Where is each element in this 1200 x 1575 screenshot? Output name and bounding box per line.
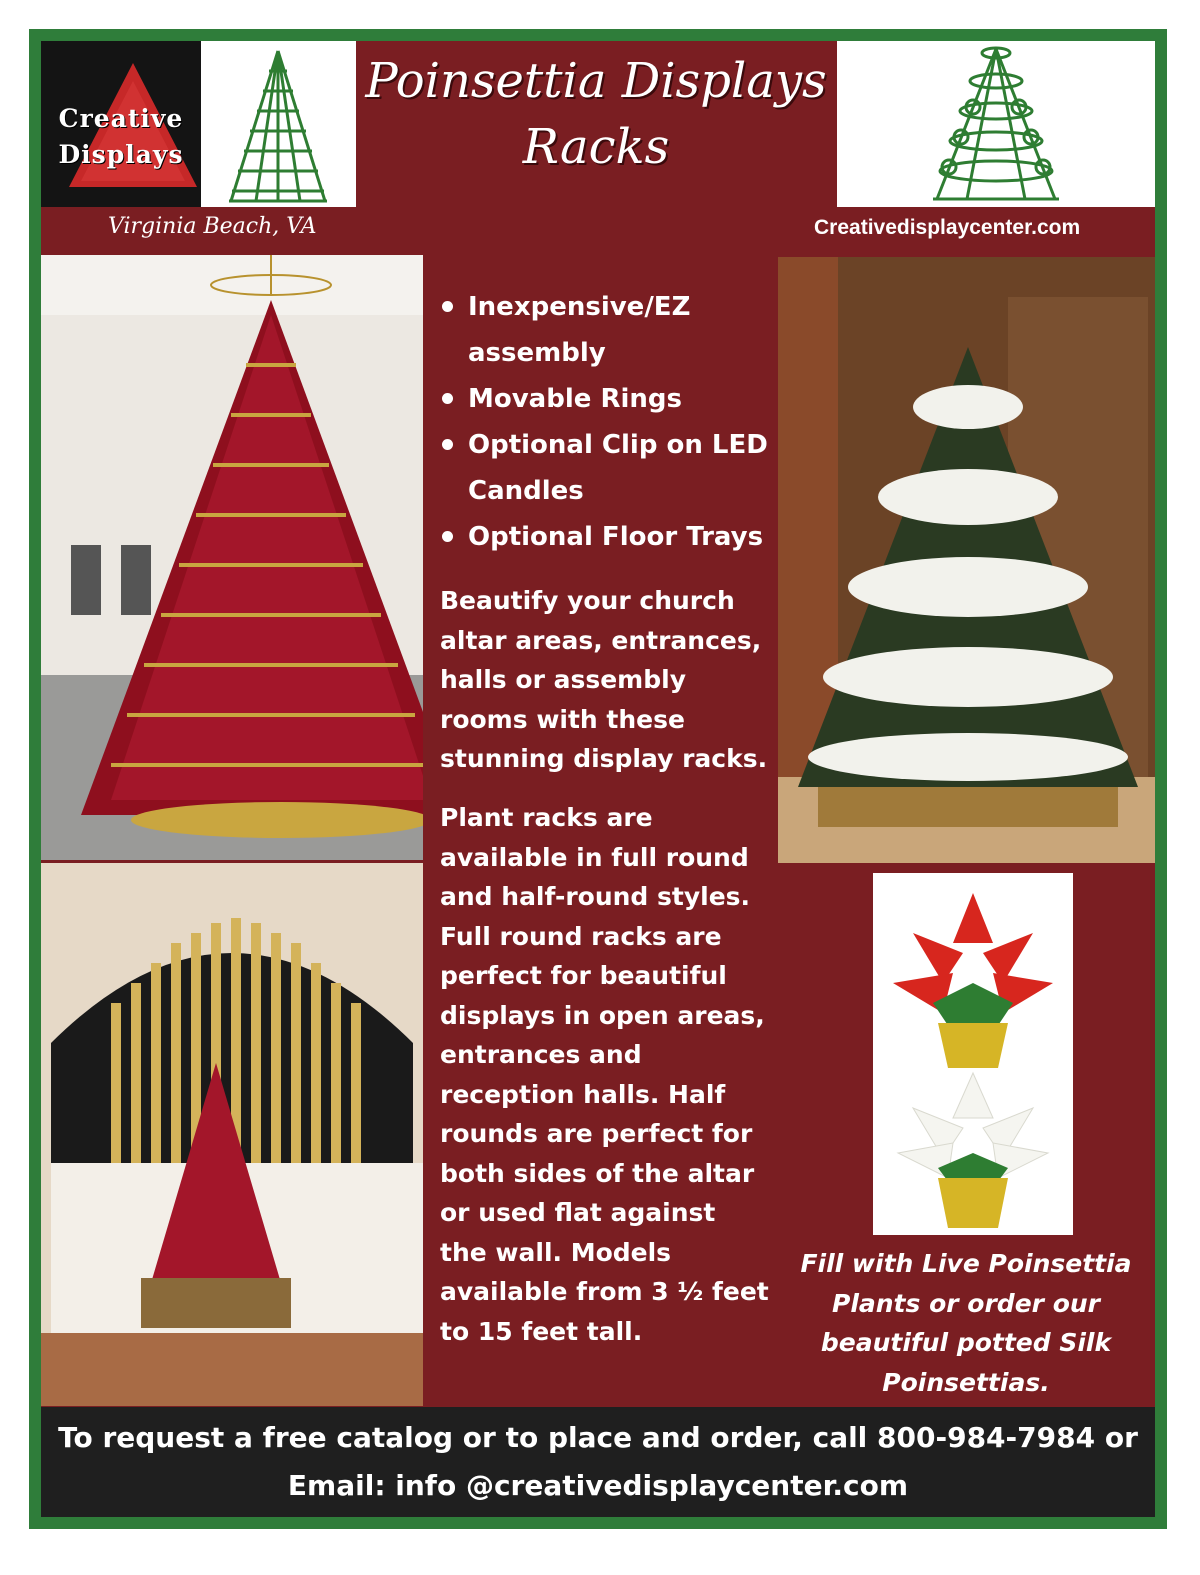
poinsettia-caption: Fill with Live Poinsettia Plants or order our beautiful potted Silk Poinsettias. bbox=[800, 1249, 1132, 1397]
website-link[interactable]: Creativedisplaycenter.com bbox=[814, 216, 1081, 239]
details-paragraph: Plant racks are available in full round and half-round styles. Full round racks are perfect for beautiful displays in open areas, entrances and reception halls. Half rounds are perfect for both sides of the altar or used flat against the wall. Models available from 3 ½ feet to 15 feet tall. bbox=[440, 803, 769, 1346]
feature-item: Inexpensive/EZ assembly bbox=[440, 284, 770, 376]
location: Virginia Beach, VA bbox=[108, 214, 317, 239]
feature-list bbox=[440, 284, 770, 560]
white-tree-image bbox=[778, 257, 1155, 863]
title-line-1: Poinsettia Displays bbox=[365, 53, 827, 109]
logo-line-1: Creative bbox=[58, 104, 184, 133]
photo-organ-poinsettia-tree bbox=[41, 863, 423, 1406]
footer-phone-line: To request a free catalog or to place and order, call 800-984-7984 or bbox=[58, 1421, 1138, 1454]
potted-poinsettia-image bbox=[873, 873, 1073, 1235]
intro-paragraph: Beautify your church altar areas, entrances, halls or assembly rooms with these stunning display racks. bbox=[440, 586, 768, 773]
logo bbox=[41, 41, 201, 207]
tree-rack-icon bbox=[201, 41, 356, 207]
footer-email-line[interactable]: Email: info @creativedisplaycenter.com bbox=[287, 1469, 909, 1502]
rack-illustration-left bbox=[201, 41, 356, 207]
feature-item: Movable Rings bbox=[440, 376, 770, 422]
photo-red-poinsettia-tree bbox=[41, 255, 423, 860]
organ-tree-image bbox=[41, 863, 423, 1406]
red-tree-image bbox=[41, 255, 423, 860]
feature-item: Optional Clip on LED Candles bbox=[440, 422, 770, 514]
page-title bbox=[356, 48, 836, 180]
tree-rack-icon bbox=[837, 41, 1155, 207]
photo-white-flower-tree bbox=[778, 257, 1155, 863]
logo-line-2: Displays bbox=[58, 140, 184, 169]
title-line-2: Racks bbox=[522, 119, 670, 175]
rack-illustration-right bbox=[837, 41, 1155, 207]
contact-footer bbox=[41, 1407, 1155, 1517]
feature-item: Optional Floor Trays bbox=[440, 514, 770, 560]
photo-potted-poinsettias bbox=[873, 873, 1073, 1235]
